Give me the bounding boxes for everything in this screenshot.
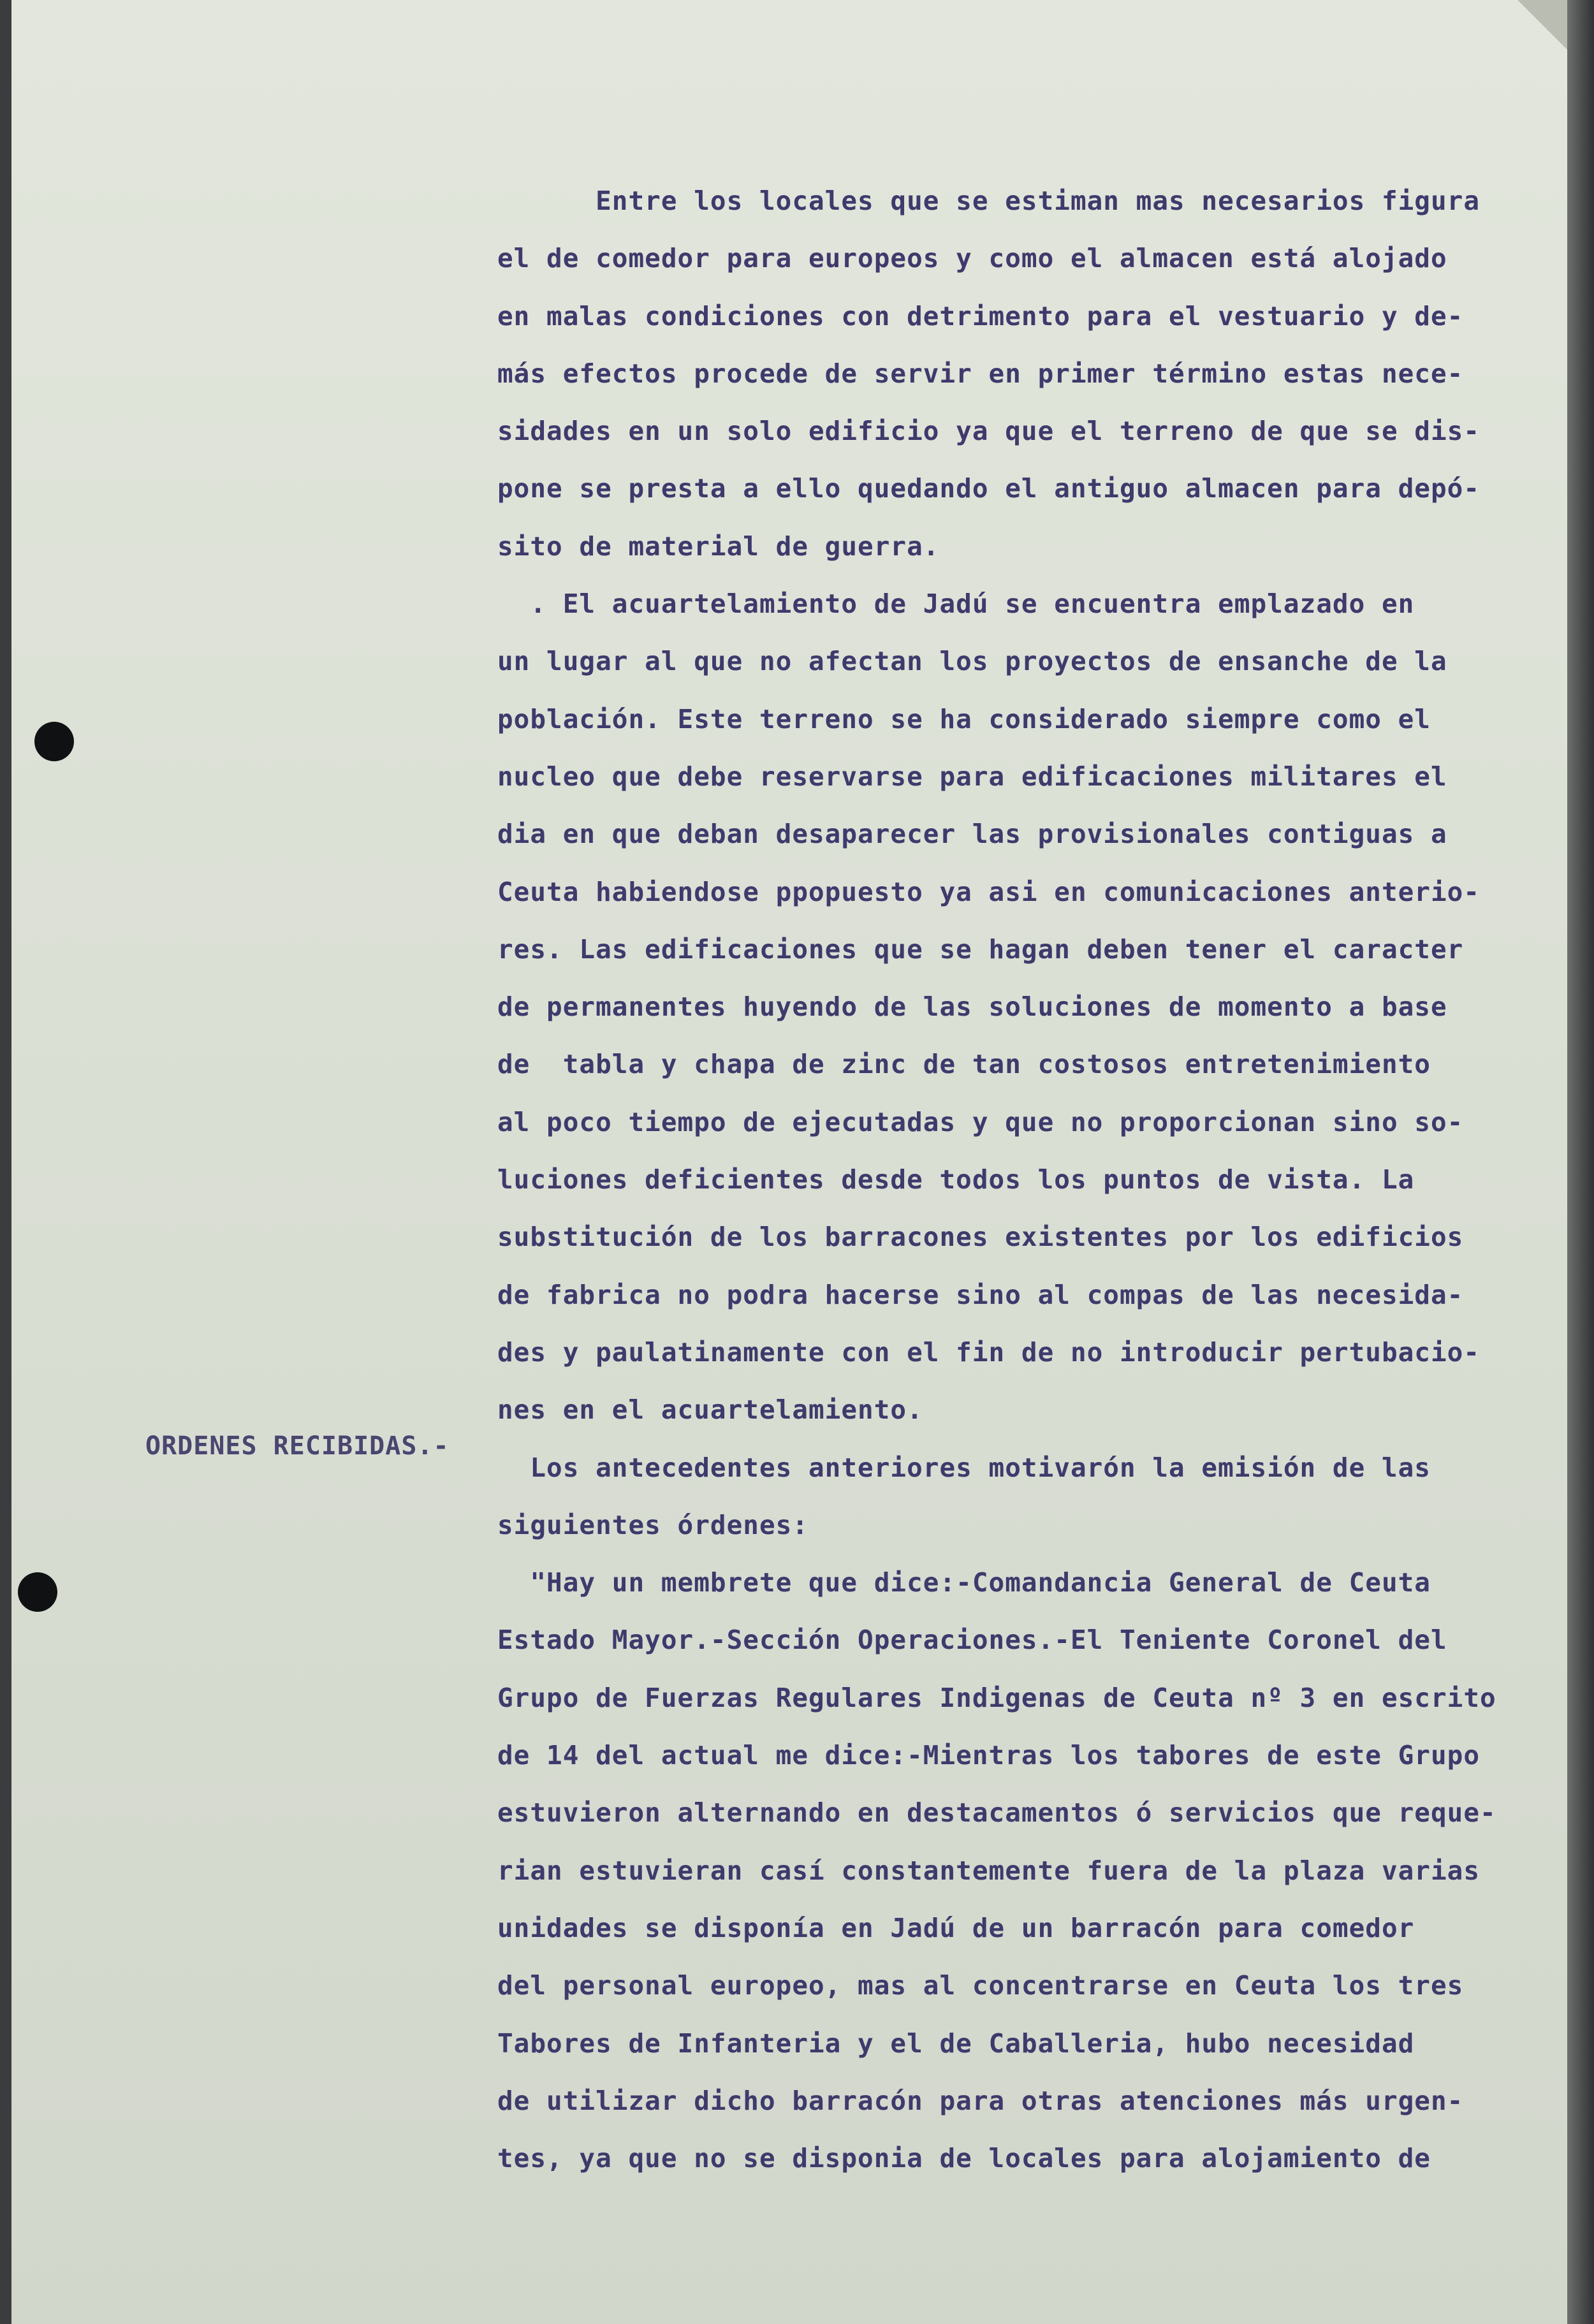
text-line: "Hay un membrete que dice:-Comandancia General de Ceuta	[497, 1567, 1431, 1598]
text-line: más efectos procede de servir en primer término estas nece-	[497, 358, 1464, 389]
text-line: rian estuvieran casí constantemente fuera de la plaza varias	[497, 1855, 1481, 1886]
text-line: unidades se disponía en Jadú de un barracón para comedor	[497, 1912, 1415, 1943]
text-line: Grupo de Fuerzas Regulares Indigenas de Ceuta nº 3 en escrito	[497, 1682, 1496, 1713]
text-line: nucleo que debe reservarse para edificaciones militares el	[497, 761, 1447, 792]
text-line: de 14 del actual me dice:-Mientras los tabores de este Grupo	[497, 1740, 1481, 1771]
text-line: Entre los locales que se estiman mas necesarios figura	[497, 186, 1481, 216]
text-line: de tabla y chapa de zinc de tan costosos entretenimiento	[497, 1049, 1431, 1080]
body-text	[497, 172, 1556, 2187]
text-line: sidades en un solo edificio ya que el terreno de que se dis-	[497, 416, 1481, 447]
text-line: . El acuartelamiento de Jadú se encuentra emplazado en	[497, 588, 1415, 620]
text-line: en malas condiciones con detrimento para el vestuario y de-	[497, 300, 1464, 332]
text-line: de fabrica no podra hacerse sino al compas de las necesida-	[497, 1279, 1464, 1310]
margin-heading: ORDENES RECIBIDAS.-	[145, 1431, 450, 1461]
text-line: el de comedor para europeos y como el almacen está alojado	[497, 243, 1447, 274]
text-line: Estado Mayor.-Sección Operaciones.-El Teniente Coronel del	[497, 1625, 1447, 1656]
text-line: Los antecedentes anteriores motivarón la emisión de las	[497, 1452, 1431, 1483]
background-edge	[1567, 0, 1594, 2324]
text-line: substitución de los barracones existentes por los edificios	[497, 1222, 1464, 1253]
text-line: del personal europeo, mas al concentrarse en Ceuta los tres	[497, 1970, 1464, 2001]
punch-hole-top	[34, 722, 74, 761]
text-line: tes, ya que no se disponia de locales para alojamiento de	[497, 2143, 1431, 2174]
text-line: Tabores de Infanteria y el de Caballeria, hubo necesidad	[497, 2028, 1415, 2059]
text-line: dia en que deban desaparecer las provisionales contiguas a	[497, 819, 1447, 850]
text-line: Ceuta habiendose ppopuesto ya asi en comunicaciones anterio-	[497, 876, 1481, 907]
text-line: estuvieron alternando en destacamentos ó servicios que reque-	[497, 1797, 1496, 1829]
text-line: de utilizar dicho barracón para otras atenciones más urgen-	[497, 2085, 1464, 2116]
text-line: nes en el acuartelamiento.	[497, 1394, 923, 1426]
text-line: res. Las edificaciones que se hagan deben tener el caracter	[497, 933, 1464, 965]
text-line: al poco tiempo de ejecutadas y que no proporcionan sino so-	[497, 1106, 1464, 1137]
text-line: de permanentes huyendo de las soluciones de momento a base	[497, 991, 1447, 1023]
text-line: un lugar al que no afectan los proyectos de ensanche de la	[497, 646, 1447, 677]
text-line: luciones deficientes desde todos los puntos de vista. La	[497, 1164, 1415, 1195]
folded-corner	[1517, 0, 1568, 51]
text-line: des y paulatinamente con el fin de no introducir pertubacio-	[497, 1336, 1481, 1368]
text-line: pone se presta a ello quedando el antiguo almacen para depó-	[497, 473, 1481, 504]
punch-hole-bottom	[18, 1572, 57, 1612]
text-line: siguientes órdenes:	[497, 1509, 808, 1540]
text-line: población. Este terreno se ha considerado siempre como el	[497, 703, 1431, 734]
text-line: sito de material de guerra.	[497, 530, 940, 562]
